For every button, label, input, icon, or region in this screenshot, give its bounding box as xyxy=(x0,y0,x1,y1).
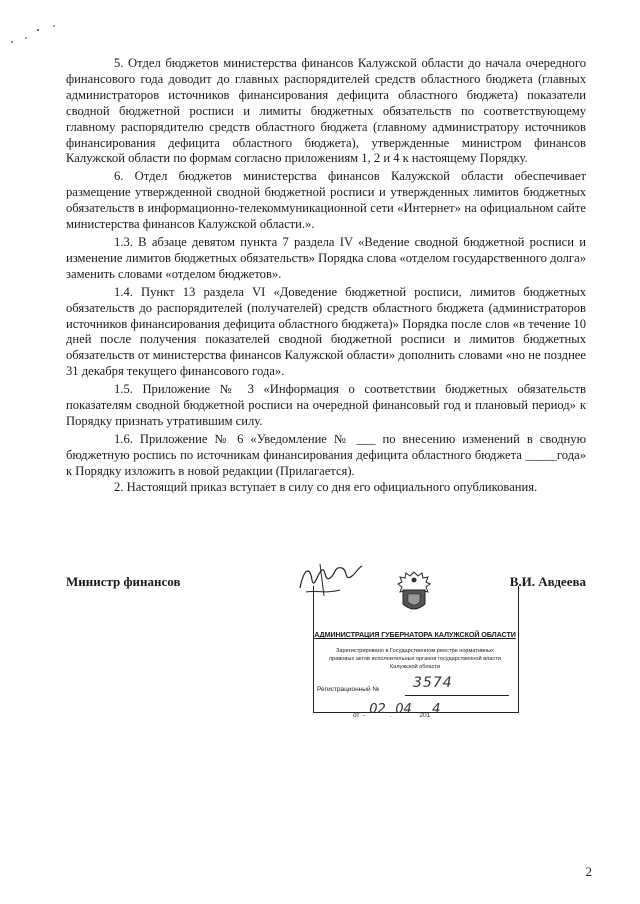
stamp-reg-label: Регистрационный № xyxy=(317,686,380,693)
stamp-text-line: Калужской области xyxy=(389,664,441,670)
paragraph-5: 5. Отдел бюджетов министерства финансов Калужской области до начала очередного финансового года доводит до главных распорядителей средств областного бюджета (главных администраторов источников финансирования дефицита областного бюджета) показатели сводной бюджетной росписи и лимиты бюджетных обязательств по соответствующему главному распорядителю средств областного бюджета (главному администратору источников финансирования дефицита областного бюджета), утвержденные министром финансов Калужской области по формам согласно приложениям 1, 2 и 4 к настоящему Порядку. xyxy=(66,56,586,166)
paragraph-1-6: 1.6. Приложение № 6 «Уведомление № ___ по внесению изменений в сводную бюджетную роспись по источникам финансирования дефицита областного бюджета _____года» к Порядку изложить в новой редакции (Прилагается). xyxy=(66,431,586,478)
stamp-text-line: правовых актов исполнительных органов государственной власти xyxy=(329,656,501,662)
stamp-date-year-prefix: 201 xyxy=(419,712,431,719)
scan-specks xyxy=(8,24,68,50)
stamp-organization: АДМИНИСТРАЦИЯ ГУБЕРНАТОРА КАЛУЖСКОЙ ОБЛАСТИ xyxy=(314,630,516,639)
signer-name: В.И. Авдеева xyxy=(509,574,586,589)
paragraph-1-4: 1.4. Пункт 13 раздела VI «Доведение бюджетной росписи, лимитов бюджетных обязательств до распорядителей (получателей) средств областного бюджета (администраторов источников финансирования дефицита областного бюджета)» Порядка после слов «в течение 10 дней после получения показателей сводной бюджетной росписи и лимитов бюджетных обязательств от министерства финансов Калужской области» дополнить словами «но не позднее 31 декабря текущего финансового года». xyxy=(66,284,586,379)
stamp-date: от - 02 . 04 201 4 xyxy=(353,702,441,719)
paragraph-1-5: 1.5. Приложение № 3 «Информация о соответствии бюджетных обязательств показателям сводной бюджетной росписи на очередной финансовый год и плановый период» к Порядку признать утратившим силу. xyxy=(66,382,586,428)
handwritten-signature xyxy=(296,560,366,600)
stamp-date-day: 02 xyxy=(369,702,386,717)
stamp-date-month: 04 xyxy=(395,702,412,717)
coat-of-arms-icon xyxy=(395,570,433,616)
paragraph-2: 2. Настоящий приказ вступает в силу со дня его официального опубликования. xyxy=(114,479,538,494)
stamp-reg-underline xyxy=(405,695,509,696)
document-body xyxy=(66,56,586,495)
stamp-text-line: Зарегистрировано в Государственном реестре нормативных xyxy=(336,648,494,654)
page-number: 2 xyxy=(585,864,592,879)
paragraph-6: 6. Отдел бюджетов министерства финансов Калужской области обеспечивает размещение утвержденной сводной бюджетной росписи и утвержденных лимитов бюджетных обязательств в информационно-телекоммуникационной сети «Интернет» на официальном сайте министерства финансов Калужской области.». xyxy=(66,169,586,232)
stamp-reg-number: 3574 xyxy=(413,675,453,691)
signer-title: Министр финансов xyxy=(66,574,181,589)
stamp-date-year-suffix: 4 xyxy=(432,702,441,717)
stamp-date-prefix: от xyxy=(353,712,360,719)
paragraph-1-3: 1.3. В абзаце девятом пункта 7 раздела IV «Ведение сводной бюджетной росписи и изменение лимитов бюджетных обязательств» Порядка слова «отделом государственного долга» заменить словами «отделом бюджетов». xyxy=(66,234,586,281)
